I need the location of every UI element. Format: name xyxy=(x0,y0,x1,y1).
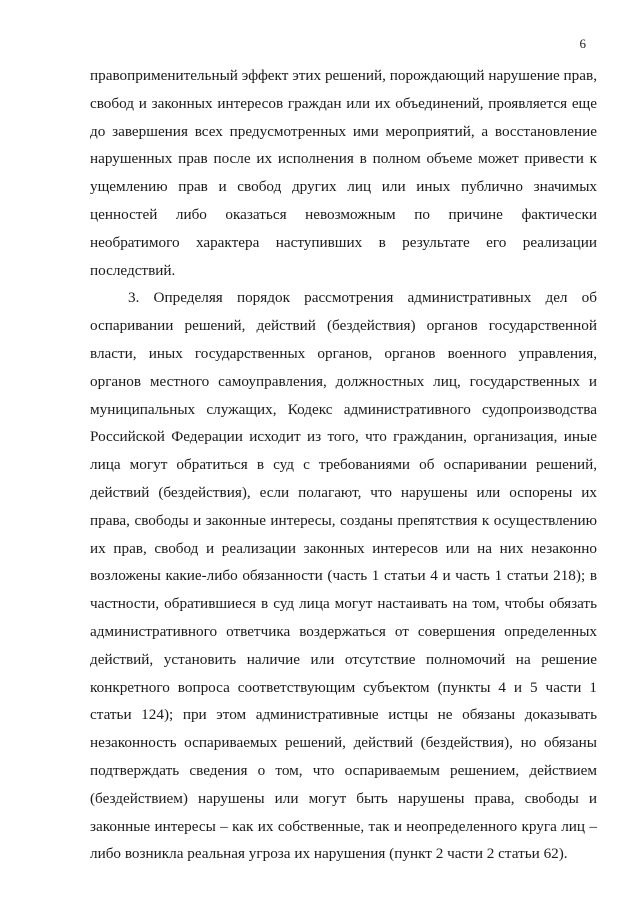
page-number: 6 xyxy=(579,36,586,51)
paragraph-continuation: правоприменительный эффект этих решений, порождающий нарушение прав, свобод и законных интересов граждан или их объединений, проявляется еще до завершения всех предусмотренных ими мероприятий, а восстановление нарушенных прав после их исполнения в полном объеме может привести к ущемлению прав и свобод других лиц или иных публично значимых ценностей либо оказаться невозможным по причине фактически необратимого характера наступивших в результате его реализации последствий. xyxy=(90,67,597,279)
paragraph-3: 3. Определяя порядок рассмотрения административных дел об оспаривании решений, действий (бездействия) органов государственной власти, иных государственных органов, органов военного управления, органов местного самоуправления, должностных лиц, государственных и муниципальных служащих, Кодекс административного судопроизводства Российской Федерации исходит из того, что гражданин, организация, иные лица могут обратиться в суд с требованиями об оспаривании решений, действий (бездействия), если полагают, что нарушены или оспорены их права, свободы и законные интересы, созданы препятствия к осуществлению их прав, свобод и реализации законных интересов или на них незаконно возложены какие-либо обязанности (часть 1 статьи 4 и часть 1 статьи 218); в частности, обратившиеся в суд лица могут настаивать на том, чтобы обязать административного ответчика воздержаться от совершения определенных действий, установить наличие или отсутствие полномочий на решение конкретного вопроса соответствующим субъектом (пункты 4 и 5 части 1 статьи 124); при этом административные истцы не обязаны доказывать незаконность оспариваемых решений, действий (бездействия), но обязаны подтверждать сведения о том, что оспариваемым решением, действием (бездействием) нарушены или могут быть нарушены права, свободы и законные интересы – как их собственные, так и неопределенного круга лиц – либо возникла реальная угроза их нарушения (пункт 2 части 2 статьи 62). xyxy=(90,289,597,863)
document-body xyxy=(90,62,597,868)
